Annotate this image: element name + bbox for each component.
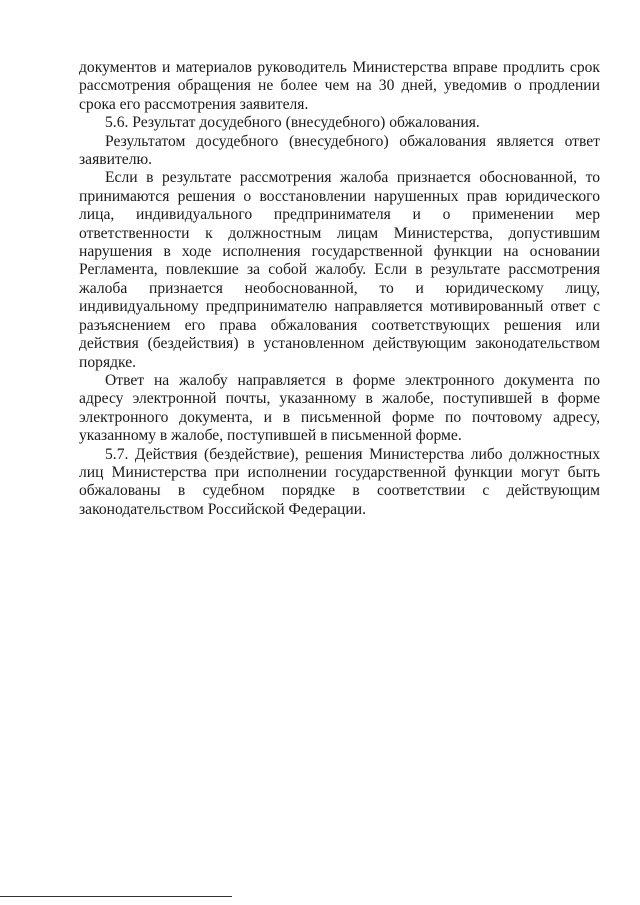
paragraph-continuation: документов и материалов руководитель Министерства вправе продлить срок рассмотрения обращения не более чем на 30 дней, уведомив о продлении срока его рассмотрения заявителя. <box>79 59 600 113</box>
section-heading-5-6: 5.6. Результат досудебного (внесудебного) обжалования. <box>105 114 480 132</box>
section-paragraph-5-7: 5.7. Действия (бездействие), решения Министерства либо должностных лиц Министерства при исполнении государственной функции могут быть обжалованы в судебном порядке в соответствии с действующим законодательством Российской Федерации. <box>79 445 600 518</box>
footer-divider <box>0 896 232 897</box>
paragraph-result: Результатом досудебного (внесудебного) обжалования является ответ заявителю. <box>79 132 600 169</box>
document-body <box>79 59 600 519</box>
paragraph-complaint-outcome: Если в результате рассмотрения жалоба признается обоснованной, то принимаются решения о восстановлении нарушенных прав юридического лица, индивидуального предпринимателя и о применении мер ответственности к должностным лицам Министерства, допустившим нарушения в ходе исполнения государственной функции на основании Регламента, повлекшие за собой жалобу. Если в результате рассмотрения жалоба признается необоснованной, то и юридическому лицу, индивидуальному предпринимателю направляется мотивированный ответ с разъяснением его права обжалования соответствующих решения или действия (бездействия) в установленном действующим законодательством порядке. <box>79 169 600 371</box>
paragraph-response-delivery: Ответ на жалобу направляется в форме электронного документа по адресу электронной почты, указанному в жалобе, поступившей в форме электронного документа, и в письменной форме по почтовому адресу, указанному в жалобе, поступившей в письменной форме. <box>79 371 600 445</box>
